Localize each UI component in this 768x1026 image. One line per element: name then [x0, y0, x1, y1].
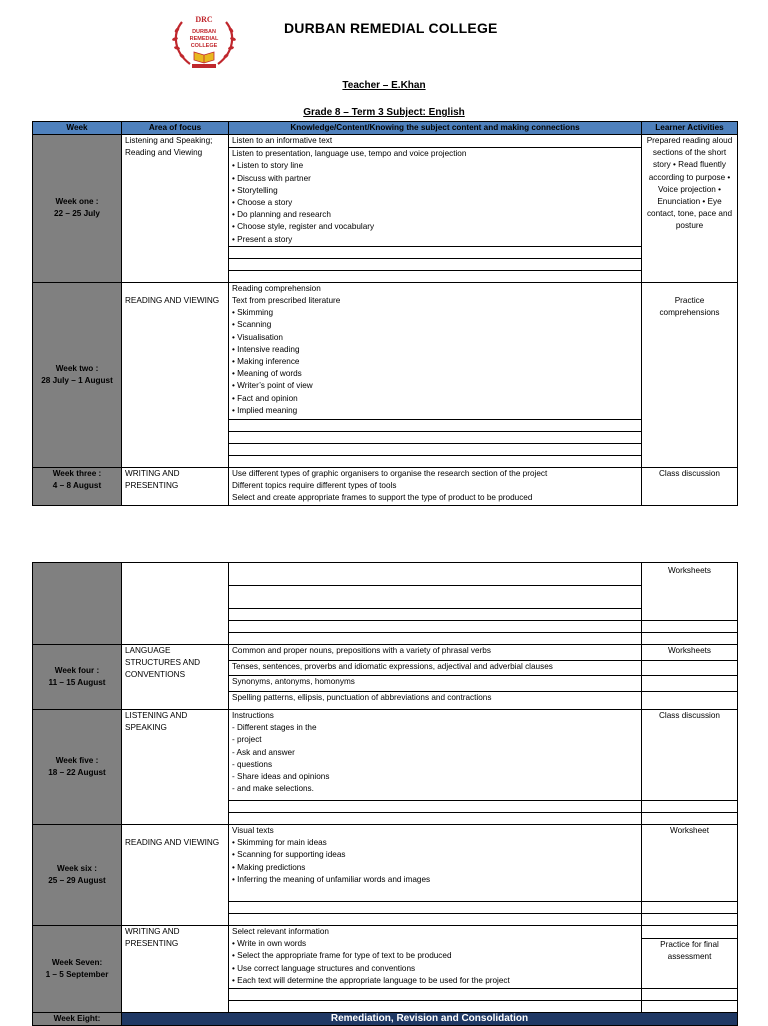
table-row — [33, 825, 738, 902]
blank-cell — [229, 913, 642, 925]
knowledge-cell: Instructions - Different stages in the - project - Ask and answer - questions - Share ideas and opinions - and make selections. — [229, 710, 642, 801]
blank-cell — [229, 586, 642, 609]
table-row — [33, 926, 738, 939]
lesson-plan-table-2 — [32, 562, 738, 1026]
activities-cell: Worksheets — [642, 645, 738, 661]
blank-cell — [229, 633, 642, 645]
lesson-plan-table-1 — [32, 121, 738, 506]
blank-cell — [229, 563, 642, 586]
area-cell: LISTENING AND SPEAKING — [122, 710, 229, 825]
area-cell: READING AND VIEWING — [122, 282, 229, 467]
week-cell: Week four : 11 – 15 August — [33, 645, 122, 710]
week-cell: Week five : 18 – 22 August — [33, 710, 122, 825]
blank-cell — [229, 443, 642, 455]
activities-cell: Practice for final assessment — [642, 939, 738, 989]
knowledge-cell: Visual texts • Skimming for main ideas • Scanning for supporting ideas • Making predictions • Inferring the meaning of unfamiliar words and images — [229, 825, 642, 902]
knowledge-cell: Listen to presentation, language use, tempo and voice projection • Listen to story line • Discuss with partner • Storytelling • Choose a story • Do planning and research • Choose style, register and vocabulary • Present a story — [229, 148, 642, 247]
blank-cell — [229, 609, 642, 621]
blank-cell — [229, 431, 642, 443]
col-activities: Learner Activities — [642, 122, 738, 135]
activities-cell: Worksheet — [642, 825, 738, 902]
logo-monogram: DRC — [195, 15, 213, 24]
blank-cell — [642, 633, 738, 645]
blank-cell — [229, 812, 642, 824]
knowledge-cell: Tenses, sentences, proverbs and idiomatic expressions, adjectival and adverbial clauses — [229, 660, 642, 676]
svg-text:REMEDIAL: REMEDIAL — [189, 36, 219, 42]
blank-cell — [229, 1001, 642, 1013]
week-cell: Week Seven: 1 – 5 September — [33, 926, 122, 1013]
table-row — [33, 135, 738, 148]
area-cell: WRITING AND PRESENTING — [122, 467, 229, 505]
week-cell: Week six : 25 – 29 August — [33, 825, 122, 926]
knowledge-cell: Use different types of graphic organisers to organise the research section of the project Different topics require different types of tools Select and create appropriate frames to support the type of product to be produced — [229, 467, 642, 505]
blank-cell — [229, 901, 642, 913]
table-row — [33, 282, 738, 419]
college-name: DURBAN REMEDIAL COLLEGE — [284, 20, 498, 36]
blank-cell — [229, 800, 642, 812]
svg-text:DURBAN: DURBAN — [192, 29, 216, 35]
area-cell — [122, 563, 229, 645]
svg-text:COLLEGE: COLLEGE — [190, 43, 218, 49]
activities-cell: Worksheets — [642, 563, 738, 621]
activities-cell: Prepared reading aloud sections of the short story • Read fluently according to purpose • Voice projection • Enunciation • Eye contact, tone, pace and posture — [642, 135, 738, 283]
col-area: Area of focus — [122, 122, 229, 135]
table-row — [33, 563, 738, 586]
week-cell: Week three : 4 – 8 August — [33, 467, 122, 505]
blank-cell — [229, 455, 642, 467]
blank-cell — [642, 621, 738, 633]
week-cell: Week one : 22 – 25 July — [33, 135, 122, 283]
blank-cell — [229, 419, 642, 431]
area-cell: Listening and Speaking; Reading and Viewing — [122, 135, 229, 283]
table-row — [33, 710, 738, 801]
table-row — [33, 645, 738, 661]
revision-banner: Remediation, Revision and Consolidation — [122, 1013, 738, 1026]
area-cell: LANGUAGE STRUCTURES AND CONVENTIONS — [122, 645, 229, 710]
col-week: Week — [33, 122, 122, 135]
activities-cell: Practice comprehensions — [642, 282, 738, 467]
col-knowledge: Knowledge/Content/Knowing the subject content and making connections — [229, 122, 642, 135]
grade-subject-title: Grade 8 – Term 3 Subject: English — [303, 107, 465, 118]
week-cell: Week Eight: — [33, 1013, 122, 1026]
knowledge-cell: Spelling patterns, ellipsis, punctuation of abbreviations and contractions — [229, 692, 642, 710]
week-cell — [33, 563, 122, 645]
blank-cell — [229, 246, 642, 258]
knowledge-cell: Listen to an informative text — [229, 135, 642, 148]
area-cell: WRITING AND PRESENTING — [122, 926, 229, 1013]
table-header-row — [33, 122, 738, 135]
blank-cell — [229, 270, 642, 282]
activities-cell: Class discussion — [642, 710, 738, 801]
knowledge-cell: Synonyms, antonyms, homonyms — [229, 676, 642, 692]
blank-cell — [229, 621, 642, 633]
week-cell: Week two : 28 July – 1 August — [33, 282, 122, 467]
blank-cell — [642, 926, 738, 939]
knowledge-cell: Common and proper nouns, prepositions with a variety of phrasal verbs — [229, 645, 642, 661]
college-logo — [168, 12, 240, 70]
table-row — [33, 467, 738, 505]
blank-cell — [229, 989, 642, 1001]
activities-cell: Class discussion — [642, 467, 738, 505]
teacher-name: Teacher – E.Khan — [342, 80, 426, 91]
area-cell: READING AND VIEWING — [122, 825, 229, 926]
blank-cell — [229, 258, 642, 270]
knowledge-cell: Select relevant information • Write in own words • Select the appropriate frame for type of text to be produced • Use correct language structures and conventions • Each text will determine the appropriate language to be used for the project — [229, 926, 642, 989]
book-icon — [194, 52, 214, 63]
knowledge-cell: Reading comprehension Text from prescribed literature • Skimming • Scanning • Visualisation • Intensive reading • Making inference • Meaning of words • Writer’s point of view • Fact and opinion • Implied meaning — [229, 282, 642, 419]
